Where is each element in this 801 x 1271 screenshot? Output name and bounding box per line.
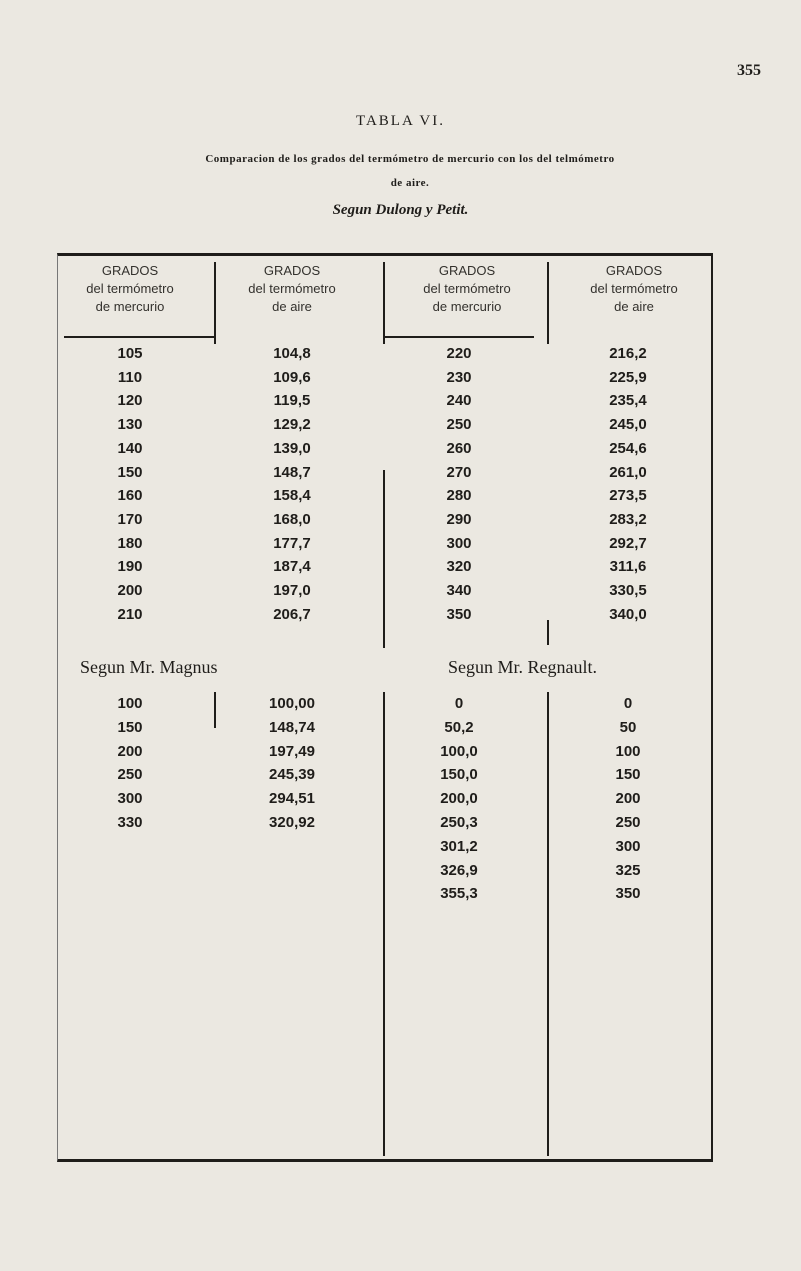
table-source: Segun Dulong y Petit. [332,202,469,218]
table-cell: 325 [615,861,641,879]
col-head-4-line3: de aire [614,299,654,314]
table-cell: 300 [117,790,143,808]
table-cell: 180 [117,534,143,552]
col-head-3-line3: de mercurio [432,299,502,314]
table-cell: 140 [117,439,143,457]
col-head-2 [214,262,370,316]
table-cell: 273,5 [609,487,647,505]
table-cell: 326,9 [440,861,478,879]
table-cell: 170 [117,510,143,528]
col-head-1 [64,262,196,316]
table-cell: 190 [117,558,143,576]
table-cell: 300 [446,534,472,552]
table-cell: 0 [454,695,464,712]
table-cell: 330 [117,814,143,831]
table-cell: 245,0 [609,416,647,434]
table-cell: 130 [117,416,143,434]
table-cell: 270 [446,463,472,481]
table-caption [50,147,770,195]
table-cell: 250 [117,766,143,784]
table-cell: 50 [619,718,637,736]
table-cell: 200 [117,742,143,760]
table-cell: 197,49 [269,742,315,760]
table-cell: 160 [117,487,143,505]
col-head-3-line2: del termómetro [423,281,511,296]
table-cell: 110 [117,368,143,386]
table-cell: 320,92 [269,814,315,831]
table-cell: 283,2 [609,510,647,528]
page-number: 355 [737,62,761,79]
column-divider-2c [383,692,385,1156]
table-cell: 129,2 [273,416,311,434]
table-cell: 280 [446,487,472,505]
col-head-3-line1: GRADOS [438,263,496,278]
table-cell: 206,7 [273,605,311,623]
table-cell: 290 [446,510,472,528]
table-cell: 105 [117,345,143,362]
table-cell: 210 [117,605,143,623]
table-cell: 216,2 [609,345,647,362]
table-cell: 139,0 [273,439,311,457]
table-cell: 150,0 [440,766,478,784]
table-cell: 340 [446,582,472,599]
table-cell: 150 [117,718,143,736]
regnault-heading: Segun Mr. Regnault. [448,657,597,677]
col-head-4 [558,262,710,316]
table-cell: 250 [615,814,641,831]
col-head-1-line1: GRADOS [101,263,159,278]
magnus-heading: Segun Mr. Magnus [80,657,218,677]
table-cell: 240 [446,392,472,410]
table-cell: 200,0 [440,790,478,808]
header-rule-left [64,336,214,338]
table-cell: 300 [615,837,641,855]
col-head-4-line2: del termómetro [590,281,678,296]
table-cell: 350 [446,605,472,623]
table-cell: 168,0 [273,510,311,528]
table-cell: 158,4 [273,487,311,505]
table-cell: 100 [117,695,143,712]
table-cell: 197,0 [273,582,311,599]
table-cell: 250 [446,416,472,434]
col-head-2-line1: GRADOS [263,263,321,278]
table-cell: 0 [623,695,633,712]
table-cell: 177,7 [273,534,311,552]
table-cell: 187,4 [273,558,311,576]
table-cell: 292,7 [609,534,647,552]
table-cell: 150 [117,463,143,481]
table-cell: 311,6 [609,558,647,576]
table-cell: 220 [446,345,472,362]
table-cell: 50,2 [444,718,474,736]
table-cell: 301,2 [440,837,478,855]
table-cell: 235,4 [609,392,647,410]
table-cell: 150 [615,766,641,784]
col-head-2-line3: de aire [272,299,312,314]
table-cell: 100 [615,742,641,760]
table-cell: 109,6 [273,368,311,386]
table-cell: 148,7 [273,463,311,481]
table-cell: 260 [446,439,472,457]
table-cell: 104,8 [273,345,311,362]
table-cell: 350 [615,885,641,903]
table-cell: 148,74 [269,718,315,736]
caption-line-2: de aire. [390,177,430,189]
header-rule-mid [384,336,534,338]
table-cell: 355,3 [440,885,478,903]
table-cell: 230 [446,368,472,386]
col-head-2-line2: del termómetro [248,281,336,296]
table-cell: 340,0 [609,605,647,623]
column-divider-3b [547,620,549,645]
column-divider-1 [214,262,216,344]
table-cell: 120 [117,392,143,410]
col-head-3 [384,262,550,316]
table-cell: 254,6 [609,439,647,457]
table-cell: 119,5 [273,392,311,410]
column-divider-3c [547,692,549,1156]
column-divider-3 [547,262,549,344]
caption-line-1: Comparacion de los grados del termómetro de mercurio con los del telmómetro [205,153,615,165]
col-head-4-line1: GRADOS [605,263,663,278]
table-cell: 320 [446,558,472,576]
col-head-1-line3: de mercurio [95,299,165,314]
table-cell: 200 [117,582,143,599]
table-title: TABLA VI. [355,113,446,129]
table-cell: 245,39 [269,766,315,784]
table-cell: 100,00 [269,695,315,712]
table-cell: 261,0 [609,463,647,481]
column-divider-2 [383,262,385,344]
table-cell: 330,5 [609,582,647,599]
table-cell: 225,9 [609,368,647,386]
table-cell: 200 [615,790,641,808]
col-head-1-line2: del termómetro [86,281,174,296]
table-cell: 100,0 [440,742,478,760]
table-cell: 294,51 [269,790,315,808]
table-cell: 250,3 [440,814,478,831]
